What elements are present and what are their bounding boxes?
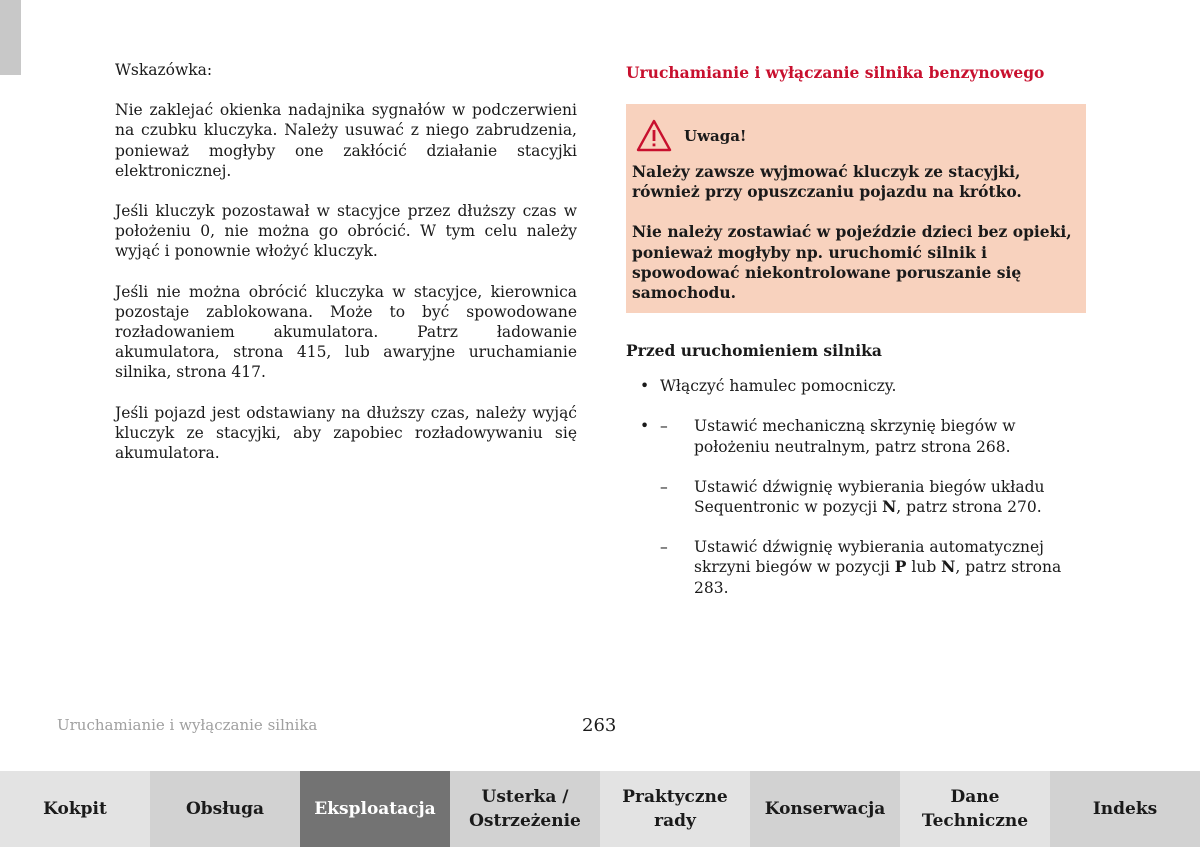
tab-konserwacja[interactable]: Konserwacja xyxy=(750,771,900,847)
dash-item xyxy=(660,416,1088,456)
text-run: , patrz strona 283. xyxy=(694,558,1062,597)
tab-dane-techniczne[interactable]: Dane Techniczne xyxy=(900,771,1050,847)
warning-box xyxy=(626,104,1086,313)
text-run: , patrz strona 270. xyxy=(896,498,1042,517)
right-column xyxy=(626,60,1088,618)
section-heading: Uruchamianie i wyłączanie silnika benzynowego xyxy=(626,63,1045,82)
tab-kokpit[interactable]: Kokpit xyxy=(0,771,150,847)
list-item xyxy=(626,376,1088,396)
note-paragraph-1: Nie zaklejać okienka nadajnika sygnałów w podczerwieni na czubku kluczyka. Należy usuwać z niego zabrudzenia, ponieważ mogłyby one zakłócić działanie stacyjki elektronicznej. xyxy=(115,101,577,180)
warning-triangle-icon xyxy=(636,118,672,154)
text-run: lub xyxy=(906,558,942,577)
subheading: Przed uruchomieniem silnika xyxy=(626,341,882,361)
bullet-text: Włączyć hamulec pomocniczy. xyxy=(660,377,897,396)
chapter-tab-bar xyxy=(0,771,1200,847)
dash-text: Ustawić mechaniczną skrzynię biegów w położeniu neutralnym, patrz strona 268. xyxy=(694,417,1016,456)
gear-position: P xyxy=(894,557,907,577)
tab-indeks[interactable]: Indeks xyxy=(1050,771,1200,847)
left-column xyxy=(115,60,577,483)
instruction-list xyxy=(626,376,1088,598)
warning-paragraph-1: Należy zawsze wyjmować kluczyk ze stacyjki, również przy opuszczaniu pojazdu na krótko. xyxy=(632,162,1022,202)
dash-icon: – xyxy=(660,477,668,496)
tab-praktyczne-rady[interactable]: Praktyczne rady xyxy=(600,771,750,847)
warning-title: Uwaga! xyxy=(684,127,747,145)
bullet-icon: • xyxy=(640,417,650,436)
dash-icon: – xyxy=(660,538,668,557)
list-item xyxy=(626,416,1088,456)
dash-text xyxy=(694,477,1088,517)
page-corner-mark xyxy=(0,0,21,75)
text-run: Ustawić dźwignię wybierania biegów układu Sequentronic w pozycji xyxy=(694,477,1045,517)
tab-obsluga[interactable]: Obsługa xyxy=(150,771,300,847)
dash-text xyxy=(694,537,1088,598)
footer-section-title: Uruchamianie i wyłączanie silnika xyxy=(57,716,318,734)
dash-icon: – xyxy=(660,417,668,436)
tab-usterka-ostrzezenie[interactable]: Usterka / Ostrzeżenie xyxy=(450,771,600,847)
bullet-icon: • xyxy=(640,377,650,396)
warning-header xyxy=(636,118,1078,154)
note-paragraph-4: Jeśli pojazd jest odstawiany na dłuższy czas, należy wyjąć kluczyk ze stacyjki, aby zapobiec rozładowywaniu się akumulatora. xyxy=(115,403,577,463)
gear-position: N xyxy=(941,557,956,577)
tab-eksploatacja[interactable]: Eksploatacja xyxy=(300,771,450,847)
text-run: Ustawić dźwignię wybierania automatycznej skrzyni biegów w pozycji xyxy=(694,538,1044,577)
note-paragraph-3: Jeśli nie można obrócić kluczyka w stacyjce, kierownica pozostaje zablokowana. Może to być spowodowane rozładowaniem akumulatora. Patrz ładowanie akumulatora, strona 415, lub awaryjne uruchamianie silnika, strona 417. xyxy=(115,282,577,382)
dash-item xyxy=(626,537,1088,598)
page-number: 263 xyxy=(582,715,617,736)
warning-paragraph-2: Nie należy zostawiać w pojeździe dzieci bez opieki, ponieważ mogłyby np. uruchomić silnik i spowodować niekontrolowane poruszanie się samochodu. xyxy=(632,222,1072,303)
note-paragraph-2: Jeśli kluczyk pozostawał w stacyjce przez dłuższy czas w położeniu 0, nie można go obrócić. W tym celu należy wyjąć i ponownie włożyć kluczyk. xyxy=(115,202,577,261)
note-label: Wskazówka: xyxy=(115,61,213,79)
dash-item xyxy=(626,477,1088,517)
gear-position: N xyxy=(882,497,897,517)
